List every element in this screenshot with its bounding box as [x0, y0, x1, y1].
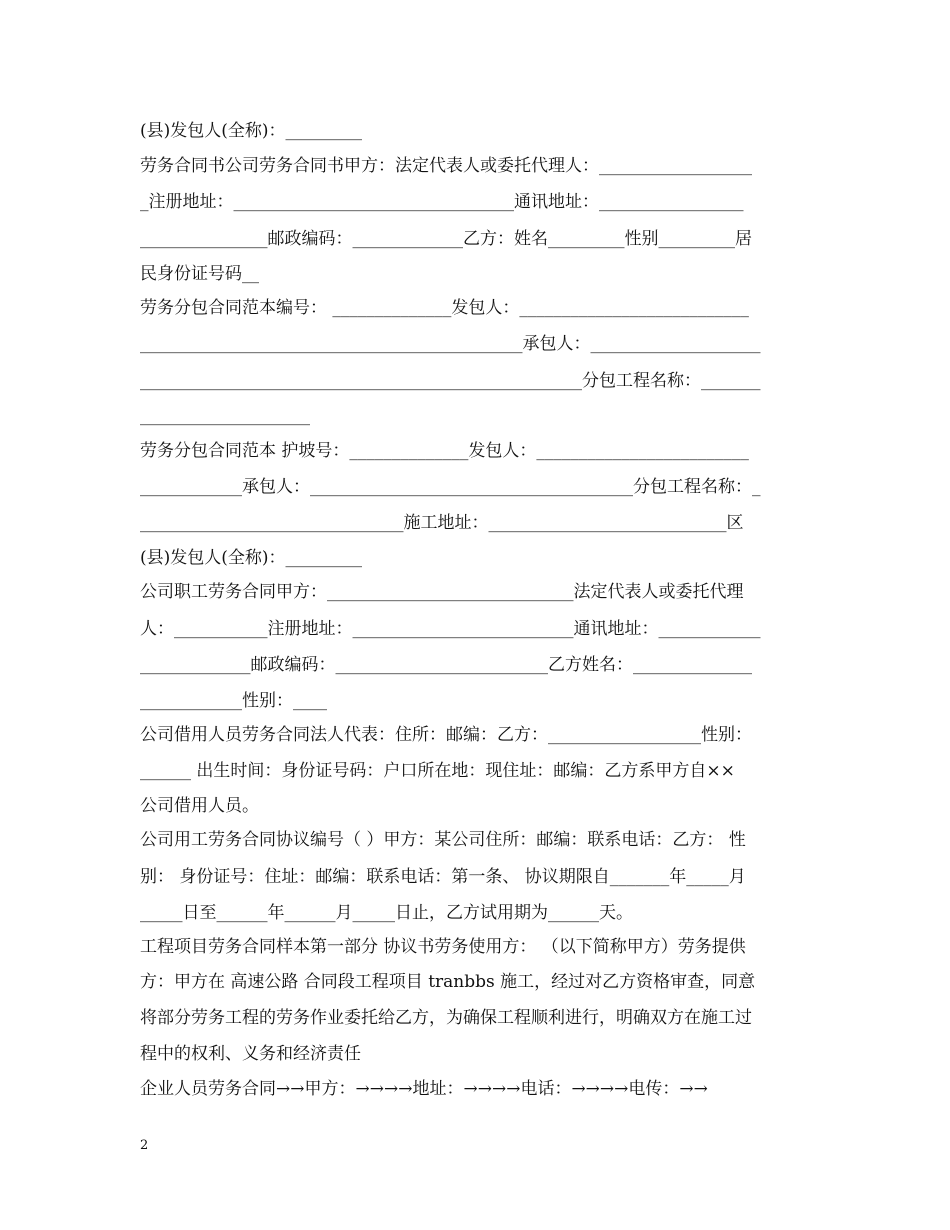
text-line: 劳务分包合同范本编号： ______________发包人：___________________________	[140, 298, 749, 318]
text-line: (县)发包人(全称)：_________	[140, 548, 363, 568]
text-line: _____________________________________________承包人：____________________	[140, 334, 761, 354]
text-line: ____________________	[140, 406, 310, 426]
text-line: 公司用工劳务合同协议编号（ ）甲方：某公司住所：邮编：联系电话：乙方： 性	[140, 830, 746, 850]
text-line: 程中的权利、义务和经济责任	[140, 1044, 361, 1064]
text-line: 劳务分包合同范本 护坡号：______________发包人：_________________________	[140, 441, 749, 461]
text-line: 民身份证号码__	[140, 264, 259, 284]
text-line: 方：甲方在 高速公路 合同段工程项目 tranbbs 施工，经过对乙方资格审查，同意	[140, 972, 756, 992]
text-line: 公司借用人员劳务合同法人代表：住所：邮编：乙方：__________________性别：	[140, 725, 752, 745]
text-line: 别： 身份证号：住址：邮编：联系电话：第一条、 协议期限自_______年_____月	[140, 867, 746, 887]
text-line: 人：___________注册地址：__________________________通讯地址：____________	[140, 619, 761, 639]
text-line: _____________邮政编码：_________________________乙方姓名：______________	[140, 655, 752, 675]
text-line: 将部分劳务工程的劳务作业委托给乙方，为确保工程顺利进行，明确双方在施工过	[140, 1008, 752, 1028]
text-line: _注册地址：_________________________________通讯地址：_________________	[140, 192, 744, 212]
text-line: ____________性别：____	[140, 691, 327, 711]
text-line: 企业人员劳务合同→→甲方：→→→→地址：→→→→电话：→→→→电传：→→	[140, 1079, 708, 1099]
text-line: ______ 出生时间：身份证号码：户口所在地：现住址：邮编：乙方系甲方自××	[140, 761, 735, 781]
text-line: _______________________________施工地址：____________________________区	[140, 513, 744, 533]
text-line: _______________邮政编码：_____________乙方：姓名_________性别_________居	[140, 229, 752, 249]
text-line: 公司职工劳务合同甲方：_____________________________法定代表人或委托代理	[140, 582, 744, 602]
text-line: ____________________________________________________分包工程名称：_______	[140, 371, 761, 391]
page-number: 2	[140, 1138, 149, 1153]
text-line: ____________承包人：______________________________________分包工程名称：_	[140, 477, 761, 497]
text-line: 劳务合同书公司劳务合同书甲方：法定代表人或委托代理人：__________________	[140, 156, 752, 176]
text-line: (县)发包人(全称)：_________	[140, 121, 363, 141]
text-line: 工程项目劳务合同样本第一部分 协议书劳务使用方： （以下简称甲方）劳务提供	[140, 937, 746, 957]
text-line: _____日至______年______月_____日止，乙方试用期为______天。	[140, 903, 633, 923]
text-line: 公司借用人员。	[140, 796, 259, 816]
